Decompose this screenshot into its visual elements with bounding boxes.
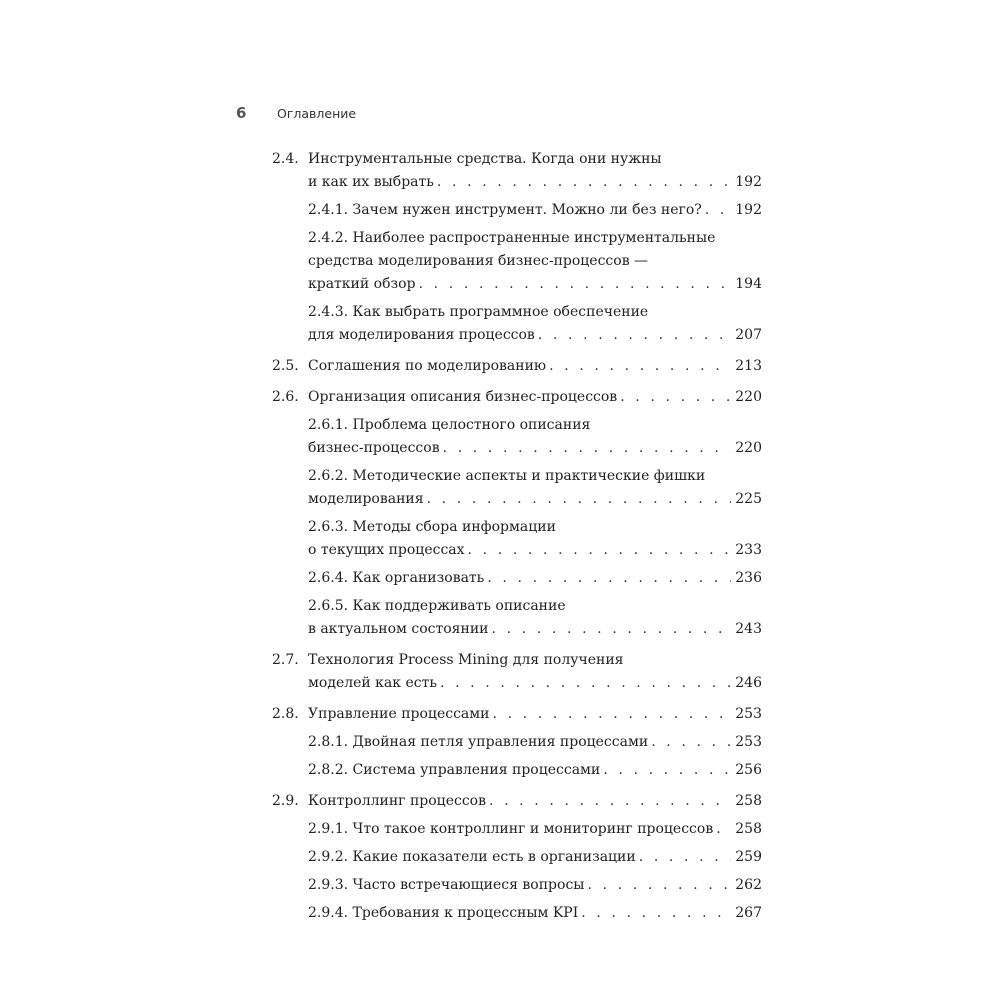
dot-leader xyxy=(716,818,731,841)
toc-subsection xyxy=(272,567,762,590)
toc-entry-title-line: Управление процессами xyxy=(308,706,490,722)
toc-entry-body xyxy=(308,516,762,562)
dot-leader xyxy=(620,386,731,409)
toc-subsection xyxy=(272,818,762,841)
dot-leader xyxy=(705,199,731,222)
toc-entry-title-line: 2.9.4. Требования к процессным KPI xyxy=(308,905,579,921)
dot-leader xyxy=(468,539,732,562)
running-title: Оглавление xyxy=(277,106,357,121)
toc-entry-title-line: для моделирования процессов xyxy=(308,327,535,343)
table-of-contents xyxy=(272,148,762,925)
toc-entry-title-line: 2.6.5. Как поддерживать описание xyxy=(308,598,566,614)
toc-page-number: 253 xyxy=(735,706,762,722)
toc-page-number: 262 xyxy=(735,877,762,893)
toc-entry-title-line: 2.6.2. Методические аспекты и практические фишки xyxy=(308,468,706,484)
toc-entry-body xyxy=(308,199,762,222)
toc-subsection xyxy=(272,874,762,897)
toc-entry-title-line: 2.4.3. Как выбрать программное обеспечение xyxy=(308,304,649,320)
toc-entry-body xyxy=(308,465,762,511)
toc-subsection xyxy=(272,516,762,562)
toc-entry-title-line: 2.6.3. Методы сбора информации xyxy=(308,519,556,535)
toc-entry-title-line: 2.9.1. Что такое контроллинг и мониторинг процессов xyxy=(308,821,714,837)
toc-entry-body xyxy=(308,818,762,841)
page-header xyxy=(0,104,1000,124)
toc-page-number: 225 xyxy=(735,491,762,507)
toc-entry-body xyxy=(308,301,762,347)
toc-entry-title-line: 2.9.3. Часто встречающиеся вопросы xyxy=(308,877,585,893)
toc-entry-body xyxy=(308,902,762,925)
toc-section xyxy=(272,703,762,726)
toc-section-number: 2.5. xyxy=(272,358,299,374)
toc-entry-title-line: 2.8.1. Двойная петля управления процессами xyxy=(308,734,649,750)
dot-leader xyxy=(437,171,731,194)
toc-entry-title-line: 2.4.2. Наиболее распространенные инструментальные xyxy=(308,230,716,246)
toc-entry-body xyxy=(308,874,762,897)
toc-section xyxy=(272,148,762,194)
toc-entry-title-line: о текущих процессах xyxy=(308,542,465,558)
dot-leader xyxy=(489,790,731,813)
toc-section-number: 2.8. xyxy=(272,706,299,722)
toc-subsection xyxy=(272,199,762,222)
toc-entry-body xyxy=(308,386,762,409)
toc-page-number: 243 xyxy=(735,621,762,637)
toc-entry-title-line: 2.8.2. Система управления процессами xyxy=(308,762,601,778)
toc-section-number: 2.7. xyxy=(272,652,299,668)
toc-page-number: 233 xyxy=(735,542,762,558)
dot-leader xyxy=(419,273,732,296)
dot-leader xyxy=(487,567,731,590)
toc-subsection xyxy=(272,759,762,782)
toc-entry-title-line: средства моделирования бизнес-процессов — xyxy=(308,253,649,269)
toc-section xyxy=(272,790,762,813)
toc-subsection xyxy=(272,902,762,925)
toc-entry-title-line: в актуальном состоянии xyxy=(308,621,489,637)
toc-entry-title-line: Инструментальные средства. Когда они нужны xyxy=(308,151,662,167)
toc-entry-body xyxy=(308,567,762,590)
page-number: 6 xyxy=(236,104,247,122)
dot-leader xyxy=(549,355,731,378)
toc-page-number: 220 xyxy=(735,389,762,405)
toc-page-number: 207 xyxy=(735,327,762,343)
toc-subsection xyxy=(272,465,762,511)
dot-leader xyxy=(443,437,732,460)
toc-entry-body xyxy=(308,759,762,782)
toc-entry-title-line: 2.9.2. Какие показатели есть в организации xyxy=(308,849,636,865)
toc-entry-body xyxy=(308,731,762,754)
toc-entry-body xyxy=(308,703,762,726)
toc-entry-body xyxy=(308,595,762,641)
toc-entry-body xyxy=(308,148,762,194)
dot-leader xyxy=(440,672,731,695)
toc-page-number: 220 xyxy=(735,440,762,456)
toc-section xyxy=(272,355,762,378)
toc-entry-body xyxy=(308,355,762,378)
dot-leader xyxy=(492,703,731,726)
toc-subsection xyxy=(272,595,762,641)
dot-leader xyxy=(427,488,732,511)
toc-entry-title-line: и как их выбрать xyxy=(308,174,434,190)
toc-entry-body xyxy=(308,846,762,869)
toc-entry-title-line: бизнес-процессов xyxy=(308,440,440,456)
toc-page-number: 267 xyxy=(735,905,762,921)
toc-page-number: 258 xyxy=(735,821,762,837)
toc-subsection xyxy=(272,846,762,869)
toc-entry-body xyxy=(308,227,762,296)
toc-entry-title-line: моделирования xyxy=(308,491,424,507)
toc-page-number: 192 xyxy=(735,174,762,190)
toc-page-number: 256 xyxy=(735,762,762,778)
toc-subsection xyxy=(272,227,762,296)
toc-entry-title-line: 2.4.1. Зачем нужен инструмент. Можно ли без него? xyxy=(308,202,702,218)
dot-leader xyxy=(538,324,731,347)
toc-subsection xyxy=(272,414,762,460)
dot-leader xyxy=(651,731,731,754)
toc-page-number: 236 xyxy=(735,570,762,586)
toc-subsection xyxy=(272,301,762,347)
toc-entry-body xyxy=(308,414,762,460)
toc-entry-title-line: 2.6.1. Проблема целостного описания xyxy=(308,417,591,433)
toc-entry-title-line: Контроллинг процессов xyxy=(308,793,486,809)
dot-leader xyxy=(587,874,731,897)
toc-subsection xyxy=(272,731,762,754)
dot-leader xyxy=(603,759,731,782)
toc-page-number: 253 xyxy=(735,734,762,750)
toc-page-number: 258 xyxy=(735,793,762,809)
toc-page-number: 213 xyxy=(735,358,762,374)
toc-entry-title-line: Организация описания бизнес-процессов xyxy=(308,389,618,405)
toc-page-number: 194 xyxy=(735,276,762,292)
toc-section-number: 2.9. xyxy=(272,793,299,809)
toc-entry-title-line: Технология Process Mining для получения xyxy=(308,652,624,668)
toc-page-number: 259 xyxy=(735,849,762,865)
toc-section-number: 2.4. xyxy=(272,151,299,167)
toc-entry-body xyxy=(308,790,762,813)
toc-section xyxy=(272,386,762,409)
dot-leader xyxy=(639,846,732,869)
toc-entry-body xyxy=(308,649,762,695)
toc-section-number: 2.6. xyxy=(272,389,299,405)
toc-entry-title-line: моделей как есть xyxy=(308,675,437,691)
toc-section xyxy=(272,649,762,695)
toc-entry-title-line: Соглашения по моделированию xyxy=(308,358,547,374)
toc-entry-title-line: краткий обзор xyxy=(308,276,416,292)
toc-entry-title-line: 2.6.4. Как организовать xyxy=(308,570,485,586)
toc-page-number: 192 xyxy=(735,202,762,218)
dot-leader xyxy=(581,902,731,925)
toc-page-number: 246 xyxy=(735,675,762,691)
dot-leader xyxy=(491,618,731,641)
